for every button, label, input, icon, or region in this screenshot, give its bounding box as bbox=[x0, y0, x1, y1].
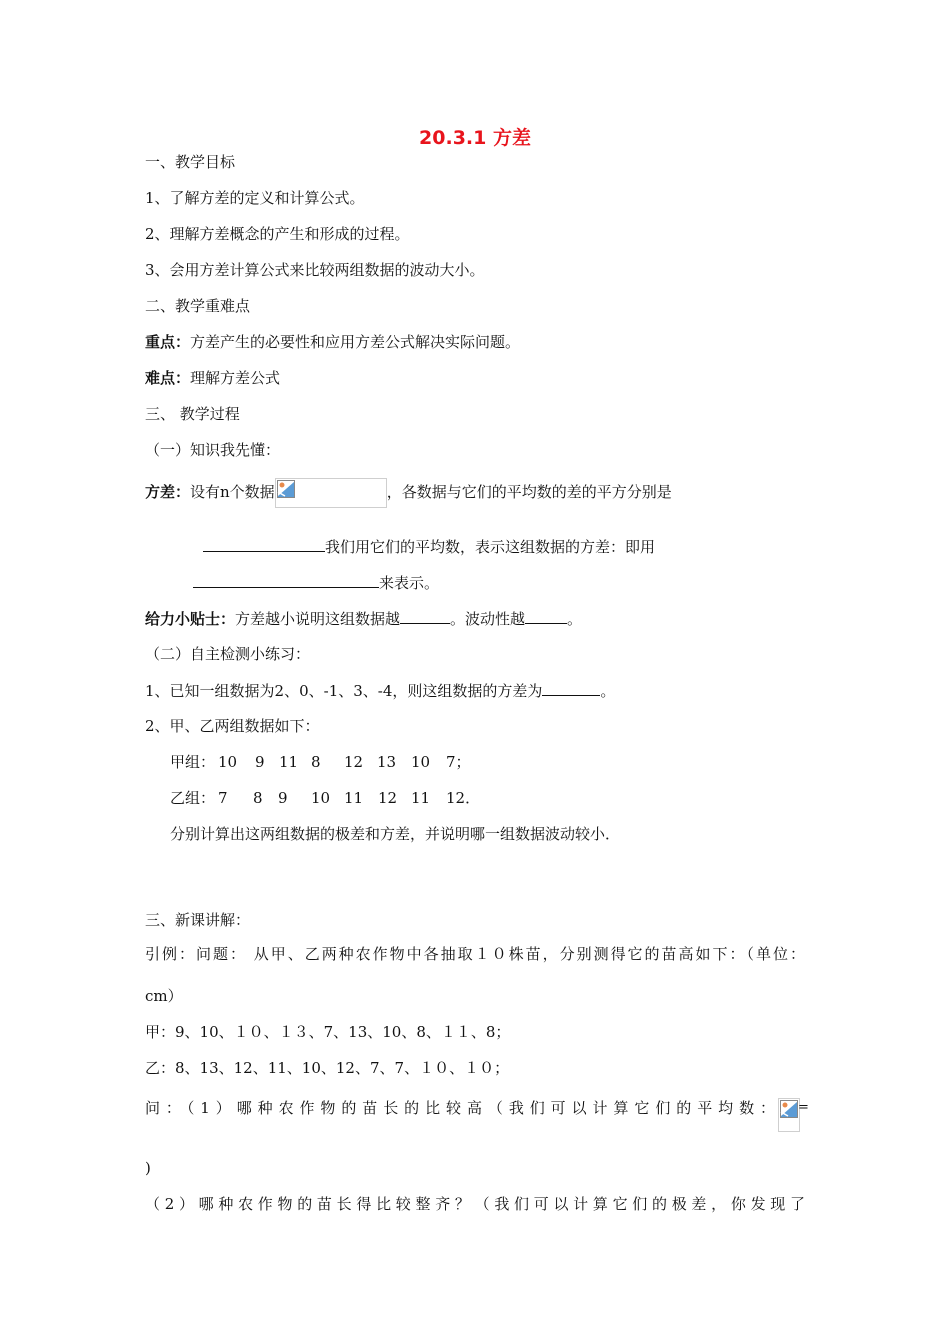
group-a-line bbox=[170, 752, 471, 772]
subsection-self-test: （二）自主检测小练习： bbox=[145, 645, 311, 663]
goal-item-2: 2、理解方差概念的产生和形成的过程。 bbox=[145, 225, 410, 243]
group-b-value: 10 bbox=[311, 789, 331, 807]
group-a-value: 7； bbox=[446, 753, 471, 771]
tip-label: 给力小贴士： bbox=[145, 610, 236, 628]
group-b-line bbox=[170, 788, 481, 808]
group-a-value: 10 bbox=[218, 753, 238, 771]
variance-line-2-text: 我们用它们的平均数，表示这组数据的方差：即用 bbox=[325, 538, 656, 556]
question-2-text: （2）哪种农作物的苗长得比较整齐？（我们可以计算它们的极差，你发现了 bbox=[145, 1195, 805, 1213]
variance-label: 方差： bbox=[145, 483, 191, 501]
group-a-value: 10 bbox=[411, 753, 431, 771]
group-b-value: 7 bbox=[218, 789, 228, 807]
group-a-value: 12 bbox=[344, 753, 364, 771]
group-a-value: 9 bbox=[255, 753, 265, 771]
section-new-lesson: 三、新课讲解： bbox=[145, 911, 251, 929]
variance-line-3-text: 来表示。 bbox=[379, 574, 440, 592]
group-b-value: 9 bbox=[278, 789, 288, 807]
group-b-value: 11 bbox=[411, 789, 431, 807]
data-yi-line: 乙：8、13、12、11、10、12、7、7、１０、１０； bbox=[145, 1059, 510, 1077]
difficulty-line bbox=[145, 368, 280, 388]
exercise-1-end: 。 bbox=[600, 682, 616, 700]
exercise-1 bbox=[145, 680, 615, 701]
section-teaching-process: 三、 教学过程 bbox=[145, 405, 240, 423]
tip-text-a: 方差越小说明这组数据越 bbox=[235, 610, 401, 628]
question-1-line bbox=[145, 1098, 775, 1118]
key-point-label: 重点： bbox=[145, 333, 191, 351]
tip-text-c: 。 bbox=[567, 610, 583, 628]
group-b-value: 11 bbox=[344, 789, 364, 807]
subsection-knowledge: （一）知识我先懂： bbox=[145, 441, 281, 459]
variance-text-b: ，各数据与它们的平均数的差的平方分别是 bbox=[386, 483, 672, 501]
blank-underline bbox=[193, 572, 379, 588]
exercise-2: 2、甲、乙两组数据如下： bbox=[145, 717, 320, 735]
difficulty-label: 难点： bbox=[145, 369, 191, 387]
broken-image-icon bbox=[277, 480, 295, 498]
variance-definition-line bbox=[145, 478, 672, 508]
question-2-line bbox=[145, 1194, 805, 1214]
group-b-label: 乙组： bbox=[170, 789, 216, 807]
group-a-value: 11 bbox=[279, 753, 299, 771]
intro-line-1 bbox=[145, 944, 805, 964]
blank-underline bbox=[542, 680, 600, 696]
exercise-2-question: 分别计算出这两组数据的极差和方差，并说明哪一组数据波动较小． bbox=[170, 825, 621, 843]
group-a-value: 13 bbox=[377, 753, 397, 771]
group-b-value: 8 bbox=[253, 789, 263, 807]
key-point-line bbox=[145, 332, 520, 352]
page-title: 20.3.1 方差 bbox=[419, 127, 531, 149]
group-b-value: 12． bbox=[446, 789, 481, 807]
difficulty-text: 理解方差公式 bbox=[190, 369, 281, 387]
goal-item-1: 1、了解方差的定义和计算公式。 bbox=[145, 189, 365, 207]
tip-text-b: 。波动性越 bbox=[450, 610, 526, 628]
mean-formula-image-placeholder bbox=[778, 1098, 800, 1132]
section-key-points: 二、教学重难点 bbox=[145, 297, 251, 315]
intro-line-2: cm） bbox=[145, 987, 183, 1005]
key-point-text: 方差产生的必要性和应用方差公式解决实际问题。 bbox=[190, 333, 521, 351]
broken-image-icon bbox=[780, 1100, 798, 1118]
blank-underline bbox=[203, 536, 325, 552]
data-jia-line: 甲：9、10、１０、１３、7、13、10、8、１１、8； bbox=[145, 1023, 511, 1041]
blank-underline bbox=[400, 608, 450, 624]
group-a-value: 8 bbox=[311, 753, 321, 771]
variance-line-3 bbox=[193, 572, 439, 593]
variance-text-a: 设有n个数据 bbox=[190, 483, 275, 501]
question-1-equals: = bbox=[798, 1100, 809, 1115]
formula-image-placeholder bbox=[275, 478, 387, 508]
tip-line bbox=[145, 608, 582, 629]
variance-line-2 bbox=[203, 536, 655, 557]
exercise-1-text: 1、已知一组数据为2、0、-1、3、-4，则这组数据的方差为 bbox=[145, 682, 543, 700]
section-teaching-goals: 一、教学目标 bbox=[145, 153, 236, 171]
question-1-text: 问：（1）哪种农作物的苗长的比较高（我们可以计算它们的平均数： bbox=[145, 1099, 775, 1117]
group-a-label: 甲组： bbox=[170, 753, 216, 771]
intro-line-1-text: 引例：问题： 从甲、乙两种农作物中各抽取１０株苗，分别测得它的苗高如下：（单位： bbox=[145, 945, 805, 963]
question-1-close: ) bbox=[145, 1159, 151, 1177]
blank-underline bbox=[525, 608, 567, 624]
group-b-value: 12 bbox=[378, 789, 398, 807]
goal-item-3: 3、会用方差计算公式来比较两组数据的波动大小。 bbox=[145, 261, 485, 279]
